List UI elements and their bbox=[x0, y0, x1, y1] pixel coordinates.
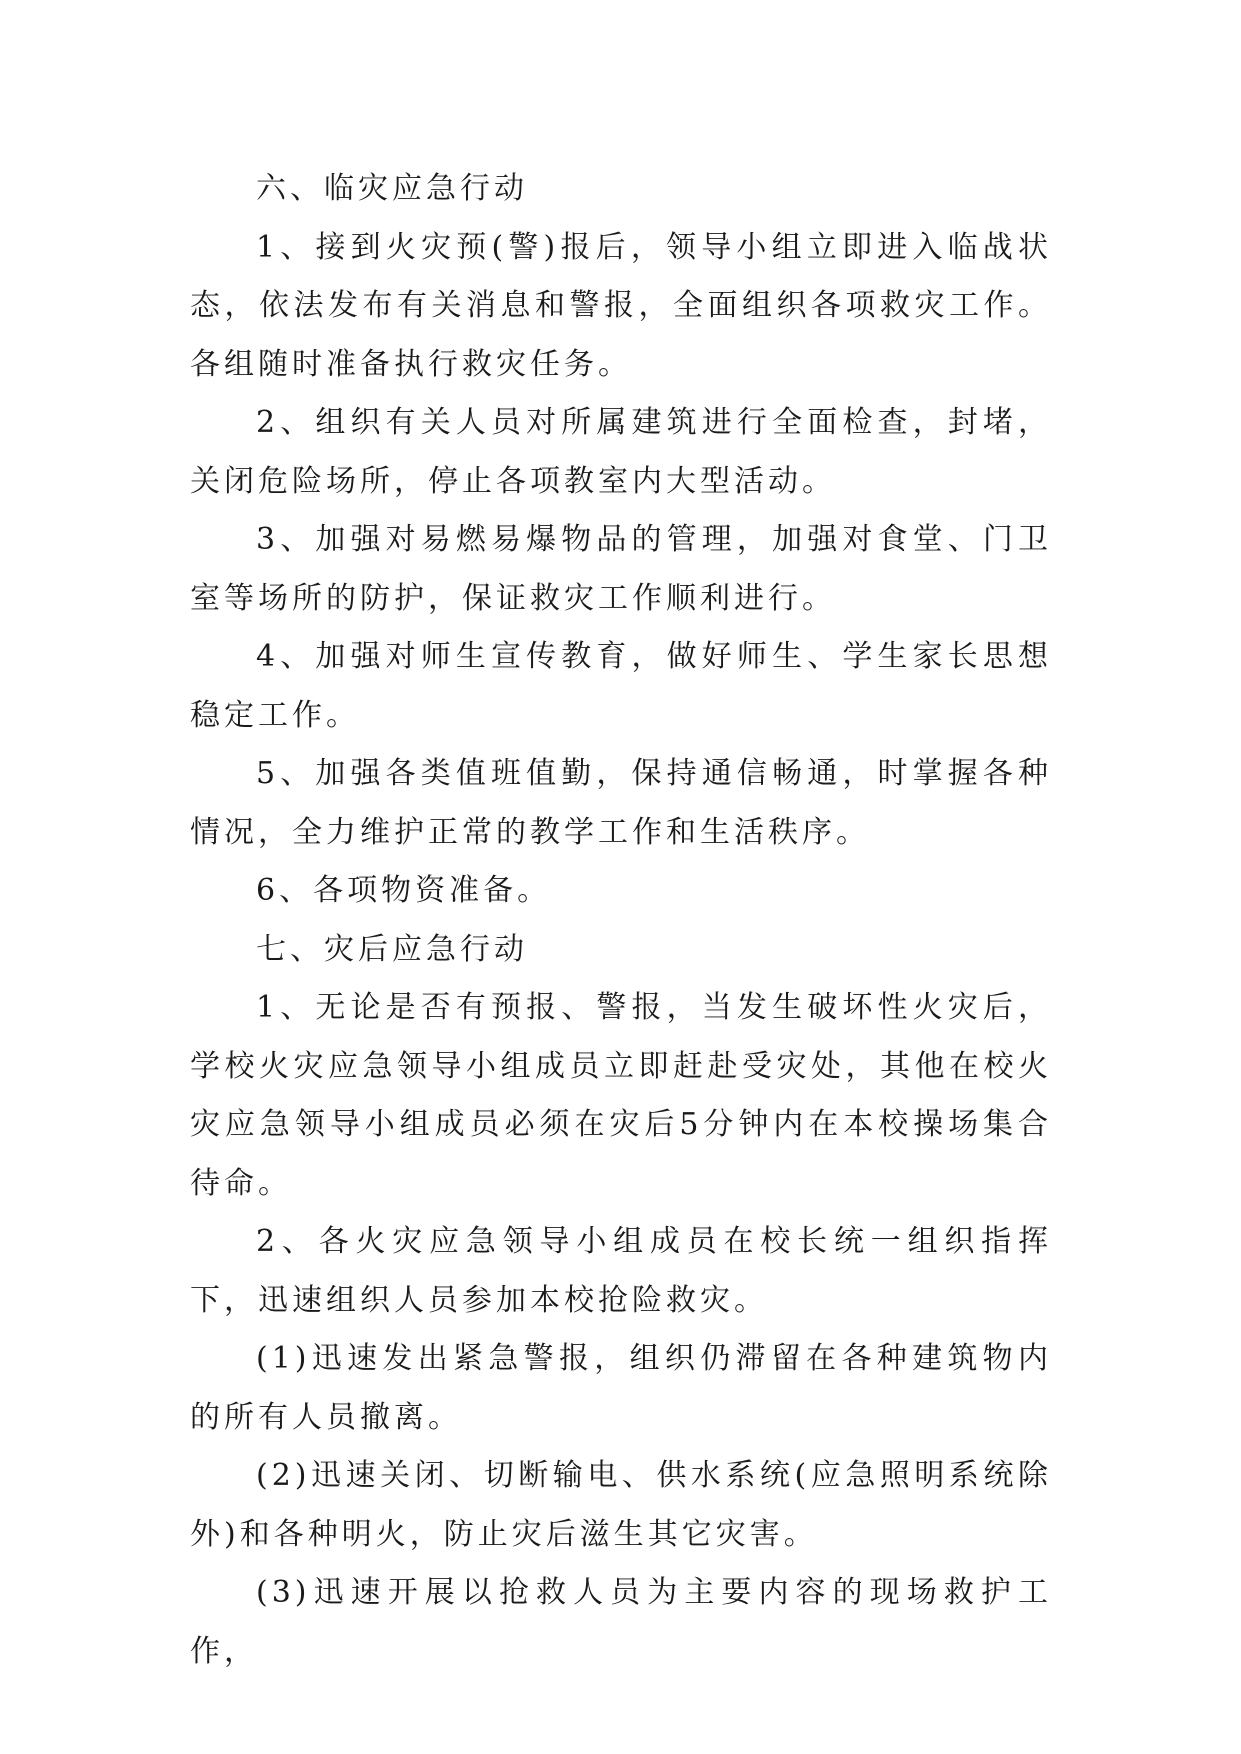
paragraph-6-5: 5、加强各类值班值勤，保持通信畅通，时掌握各种情况，全力维护正常的教学工作和生活秩序。 bbox=[190, 756, 1052, 850]
paragraph-7-2-1: (1)迅速发出紧急警报，组织仍滞留在各种建筑物内的所有人员撤离。 bbox=[190, 1341, 1052, 1435]
section-heading-6: 六、临灾应急行动 bbox=[256, 171, 528, 206]
paragraph-6-6: 6、各项物资准备。 bbox=[256, 873, 552, 908]
paragraph-6-1: 1、接到火灾预(警)报后，领导小组立即进入临战状态，依法发布有关消息和警报，全面组织各项救灾工作。各组随时准备执行救灾任务。 bbox=[190, 229, 1052, 382]
paragraph-7-2: 2、各火灾应急领导小组成员在校长统一组织指挥下，迅速组织人员参加本校抢险救灾。 bbox=[190, 1224, 1052, 1318]
paragraph-7-1: 1、无论是否有预报、警报，当发生破坏性火灾后，学校火灾应急领导小组成员立即赶赴受灾处，其他在校火灾应急领导小组成员必须在灾后5分钟内在本校操场集合待命。 bbox=[190, 990, 1052, 1201]
paragraph-6-2: 2、组织有关人员对所属建筑进行全面检查，封堵，关闭危险场所，停止各项教室内大型活动。 bbox=[190, 405, 1052, 499]
section-heading-7: 七、灾后应急行动 bbox=[256, 931, 528, 967]
paragraph-6-4: 4、加强对师生宣传教育，做好师生、学生家长思想稳定工作。 bbox=[190, 639, 1052, 733]
paragraph-6-3: 3、加强对易燃易爆物品的管理，加强对食堂、门卫室等场所的防护，保证救灾工作顺利进行。 bbox=[190, 522, 1052, 616]
paragraph-7-2-3: (3)迅速开展以抢救人员为主要内容的现场救护工作， bbox=[190, 1575, 1052, 1669]
document-body bbox=[190, 160, 1052, 1681]
paragraph-7-2-2: (2)迅速关闭、切断输电、供水系统(应急照明系统除外)和各种明火，防止灾后滋生其它灾害。 bbox=[190, 1458, 1052, 1552]
